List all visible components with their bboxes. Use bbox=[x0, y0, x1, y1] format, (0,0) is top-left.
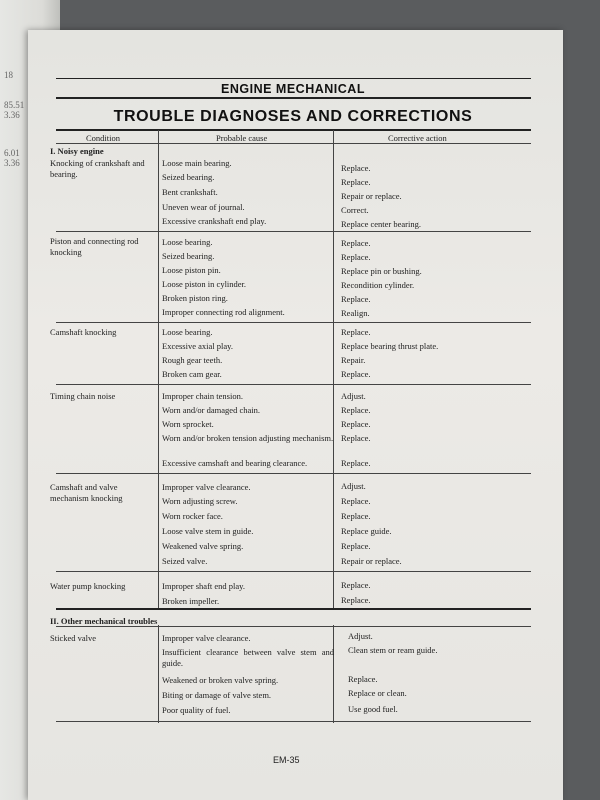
condition-cell: Camshaft knocking bbox=[50, 327, 117, 337]
action-cell: Replace. bbox=[341, 252, 371, 262]
action-cell: Replace bearing thrust plate. bbox=[341, 341, 439, 351]
row-divider bbox=[56, 473, 531, 474]
action-cell: Use good fuel. bbox=[348, 704, 398, 714]
action-cell: Replace. bbox=[341, 458, 371, 468]
action-cell: Replace. bbox=[341, 496, 371, 506]
action-cell: Repair. bbox=[341, 355, 366, 365]
cause-cell: Worn rocker face. bbox=[162, 511, 223, 521]
condition-cell: Water pump knocking bbox=[50, 581, 126, 591]
section-divider bbox=[56, 608, 531, 610]
column-divider bbox=[333, 130, 334, 610]
action-cell: Adjust. bbox=[341, 481, 366, 491]
action-cell: Clean stem or ream guide. bbox=[348, 645, 438, 655]
cause-cell: Loose piston in cylinder. bbox=[162, 279, 247, 289]
page-number: EM-35 bbox=[273, 755, 300, 765]
action-cell: Replace. bbox=[348, 674, 378, 684]
action-cell: Repair or replace. bbox=[341, 191, 402, 201]
condition-cell: Timing chain noise bbox=[50, 391, 116, 401]
action-cell: Replace. bbox=[341, 419, 371, 429]
action-cell: Replace. bbox=[341, 294, 371, 304]
action-cell: Replace guide. bbox=[341, 526, 392, 536]
row-divider bbox=[56, 384, 531, 385]
section-title: ENGINE MECHANICAL bbox=[221, 82, 365, 96]
cause-cell: Improper chain tension. bbox=[162, 391, 243, 401]
action-cell: Recondition cylinder. bbox=[341, 280, 415, 290]
cause-cell: Loose bearing. bbox=[162, 237, 213, 247]
cause-cell: Worn adjusting screw. bbox=[162, 496, 238, 506]
manual-page bbox=[28, 30, 563, 800]
section-rule bbox=[56, 97, 531, 99]
cause-cell: Weakened valve spring. bbox=[162, 541, 244, 551]
cause-cell: Rough gear teeth. bbox=[162, 355, 223, 365]
cause-cell: Broken impeller. bbox=[162, 596, 220, 606]
cause-cell: Poor quality of fuel. bbox=[162, 705, 231, 715]
action-cell: Replace. bbox=[341, 327, 371, 337]
action-cell: Replace center bearing. bbox=[341, 219, 421, 229]
action-cell: Replace. bbox=[341, 595, 371, 605]
margin-fragment: 3.36 bbox=[4, 158, 20, 168]
cause-cell: Worn sprocket. bbox=[162, 419, 214, 429]
cause-cell: Worn and/or broken tension adjusting mechanism. bbox=[162, 433, 334, 443]
cause-cell: Uneven wear of journal. bbox=[162, 202, 245, 212]
cause-cell: Seized bearing. bbox=[162, 251, 215, 261]
margin-fragment: 6.01 bbox=[4, 148, 20, 158]
column-divider bbox=[333, 625, 334, 723]
margin-fragment: 3.36 bbox=[4, 110, 20, 120]
group-heading: II. Other mechanical troubles bbox=[50, 616, 158, 626]
cause-cell: Loose valve stem in guide. bbox=[162, 526, 254, 536]
action-cell: Replace. bbox=[341, 433, 371, 443]
cause-cell: Improper valve clearance. bbox=[162, 633, 251, 643]
cause-cell: Excessive camshaft and bearing clearance. bbox=[162, 458, 308, 468]
margin-fragment: 18 bbox=[4, 70, 13, 80]
action-cell: Replace. bbox=[341, 163, 371, 173]
cause-cell: Seized valve. bbox=[162, 556, 208, 566]
cause-cell: Improper shaft end play. bbox=[162, 581, 246, 591]
header-rule bbox=[56, 143, 531, 144]
cause-cell: Loose main bearing. bbox=[162, 158, 232, 168]
cause-cell: Biting or damage of valve stem. bbox=[162, 690, 272, 700]
row-divider bbox=[56, 571, 531, 572]
condition-cell: Sticked valve bbox=[50, 633, 97, 643]
action-cell: Replace. bbox=[341, 541, 371, 551]
group-heading: I. Noisy engine bbox=[50, 146, 104, 156]
action-cell: Replace. bbox=[341, 369, 371, 379]
condition-cell: Camshaft and valve mechanism knocking bbox=[50, 482, 123, 503]
cause-cell: Seized bearing. bbox=[162, 172, 215, 182]
cause-cell: Insufficient clearance between valve stem and guide. bbox=[162, 647, 334, 668]
cause-cell: Excessive crankshaft end play. bbox=[162, 216, 267, 226]
column-header-action: Corrective action bbox=[388, 133, 447, 143]
condition-cell: Piston and connecting rod knocking bbox=[50, 236, 139, 257]
action-cell: Adjust. bbox=[341, 391, 366, 401]
action-cell: Replace. bbox=[341, 511, 371, 521]
cause-cell: Worn and/or damaged chain. bbox=[162, 405, 260, 415]
margin-fragment: 85.51 bbox=[4, 100, 25, 110]
action-cell: Replace. bbox=[341, 580, 371, 590]
row-divider bbox=[56, 322, 531, 323]
action-cell: Replace pin or bushing. bbox=[341, 266, 422, 276]
column-divider bbox=[158, 625, 159, 723]
action-cell: Correct. bbox=[341, 205, 369, 215]
column-header-cause: Probable cause bbox=[216, 133, 268, 143]
cause-cell: Excessive axial play. bbox=[162, 341, 233, 351]
header-rule bbox=[56, 626, 531, 627]
top-rule bbox=[56, 78, 531, 79]
action-cell: Adjust. bbox=[348, 631, 373, 641]
action-cell: Replace. bbox=[341, 177, 371, 187]
cause-cell: Loose bearing. bbox=[162, 327, 213, 337]
action-cell: Repair or replace. bbox=[341, 556, 402, 566]
page-title: TROUBLE DIAGNOSES AND CORRECTIONS bbox=[113, 108, 473, 125]
table-bottom-rule bbox=[56, 721, 531, 722]
column-divider bbox=[158, 130, 159, 610]
action-cell: Replace. bbox=[341, 238, 371, 248]
cause-cell: Bent crankshaft. bbox=[162, 187, 218, 197]
row-divider bbox=[56, 231, 531, 232]
cause-cell: Improper connecting rod alignment. bbox=[162, 307, 285, 317]
column-header-condition: Condition bbox=[86, 133, 121, 143]
cause-cell: Loose piston pin. bbox=[162, 265, 221, 275]
action-cell: Realign. bbox=[341, 308, 370, 318]
cause-cell: Broken cam gear. bbox=[162, 369, 222, 379]
table-top-rule bbox=[56, 129, 531, 131]
cause-cell: Weakened or broken valve spring. bbox=[162, 675, 279, 685]
action-cell: Replace or clean. bbox=[348, 688, 407, 698]
condition-cell: Knocking of crankshaft and bearing. bbox=[50, 158, 145, 179]
action-cell: Replace. bbox=[341, 405, 371, 415]
cause-cell: Broken piston ring. bbox=[162, 293, 228, 303]
cause-cell: Improper valve clearance. bbox=[162, 482, 251, 492]
